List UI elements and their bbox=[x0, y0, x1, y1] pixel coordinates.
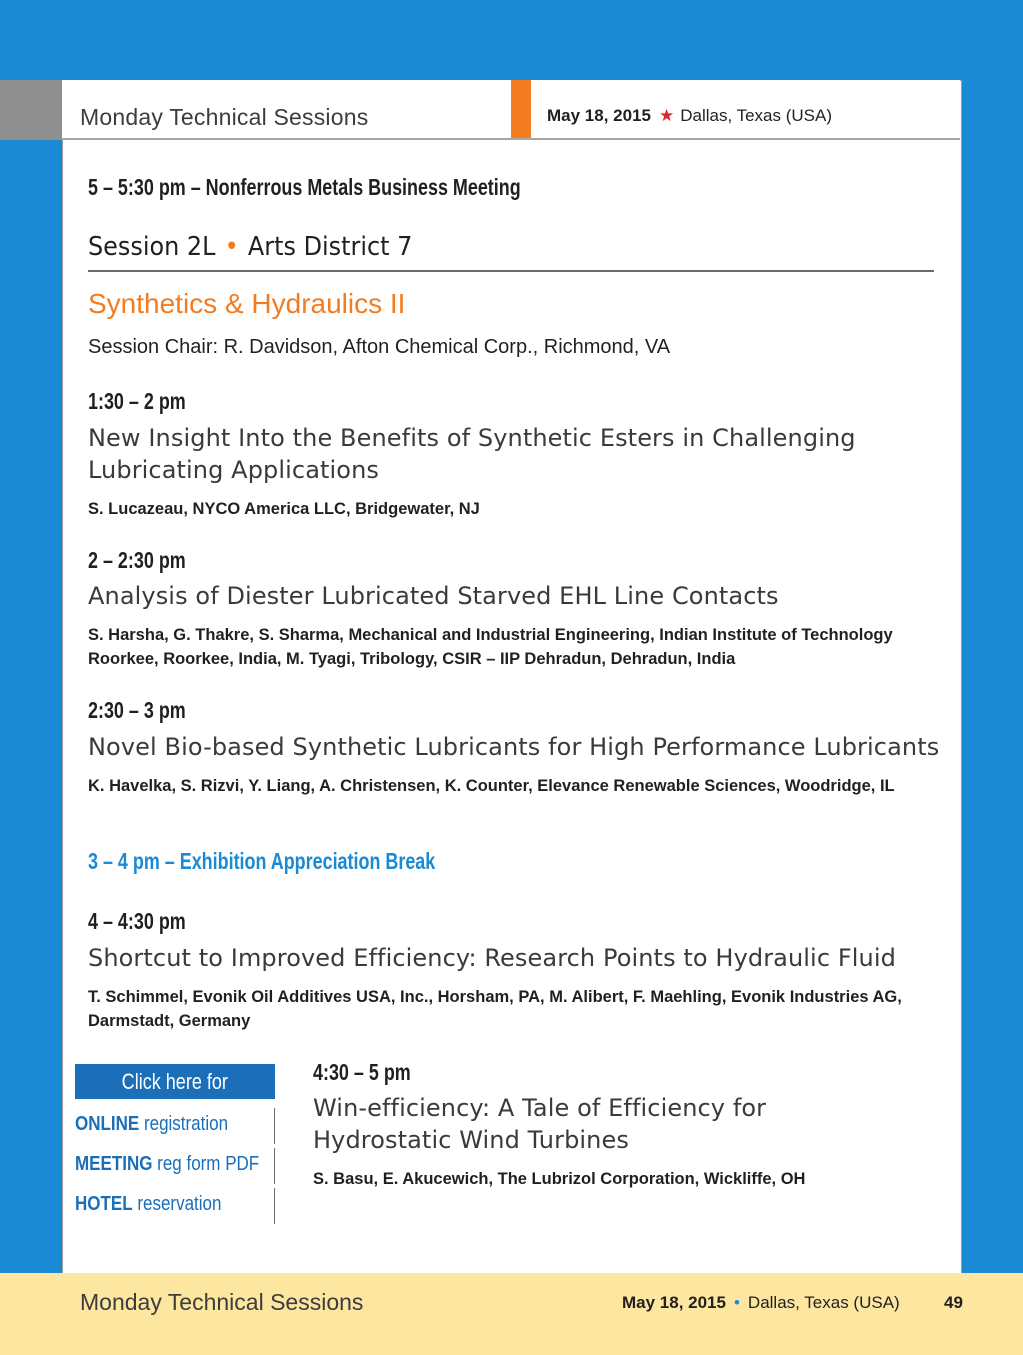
talk-authors: S. Harsha, G. Thakre, S. Sharma, Mechanical and Industrial Engineering, Indian Institute of Technology Roorkee, Roorkee, India, M. Tyagi, Tribology, CSIR – IIP Dehradun, Dehradun, India bbox=[88, 626, 893, 668]
header-date: May 18, 2015 bbox=[547, 106, 651, 125]
talk-authors: S. Basu, E. Akucewich, The Lubrizol Corporation, Wickliffe, OH bbox=[313, 1170, 806, 1188]
session-title: Synthetics & Hydraulics II bbox=[88, 288, 406, 319]
hotel-reservation-link[interactable]: HOTEL reservation bbox=[75, 1193, 222, 1215]
session-code: Session 2L bbox=[88, 232, 216, 262]
talk-authors: S. Lucazeau, NYCO America LLC, Bridgewater, NJ bbox=[88, 500, 480, 518]
talk-time: 4:30 – 5 pm bbox=[313, 1059, 411, 1085]
talk-title: Win-efficiency: A Tale of Efficiency for Hydrostatic Wind Turbines bbox=[313, 1094, 767, 1154]
footer-separator: • bbox=[733, 1293, 740, 1312]
link-connector bbox=[0, 1106, 62, 1109]
star-icon: ★ bbox=[658, 106, 675, 125]
header-date-location bbox=[547, 106, 832, 126]
talk-authors: K. Havelka, S. Rizvi, Y. Liang, A. Christensen, K. Counter, Elevance Renewable Sciences, Woodridge, IL bbox=[88, 777, 895, 795]
footer-date-location bbox=[622, 1293, 900, 1313]
footer-date: May 18, 2015 bbox=[622, 1293, 726, 1312]
talk-time: 2:30 – 3 pm bbox=[88, 697, 186, 723]
session-heading bbox=[88, 232, 934, 272]
talk-time: 4 – 4:30 pm bbox=[88, 908, 186, 934]
session-chair: Session Chair: R. Davidson, Afton Chemical Corp., Richmond, VA bbox=[88, 336, 671, 358]
talk-title: New Insight Into the Benefits of Synthetic Esters in Challenging Lubricating Applications bbox=[88, 424, 856, 484]
side-tab bbox=[0, 80, 62, 140]
link-divider bbox=[274, 1148, 275, 1184]
session-room: Arts District 7 bbox=[247, 232, 413, 262]
header-location: Dallas, Texas (USA) bbox=[680, 106, 833, 125]
click-here-banner: Click here for bbox=[75, 1064, 275, 1099]
link-divider bbox=[274, 1188, 275, 1224]
footer-location: Dallas, Texas (USA) bbox=[747, 1293, 900, 1312]
link-divider bbox=[274, 1108, 275, 1144]
page-number: 49 bbox=[944, 1293, 963, 1312]
talk-time: 2 – 2:30 pm bbox=[88, 547, 186, 573]
exhibition-break: 3 – 4 pm – Exhibition Appreciation Break bbox=[88, 848, 436, 874]
link-connector bbox=[0, 1146, 62, 1149]
meeting-reg-form-link[interactable]: MEETING reg form PDF bbox=[75, 1153, 260, 1175]
business-meeting: 5 – 5:30 pm – Nonferrous Metals Business Meeting bbox=[88, 174, 521, 200]
footer-title: Monday Technical Sessions bbox=[80, 1289, 364, 1315]
header-accent-tab bbox=[511, 80, 531, 138]
talk-time: 1:30 – 2 pm bbox=[88, 388, 186, 414]
talk-title: Analysis of Diester Lubricated Starved EHL Line Contacts bbox=[88, 582, 779, 610]
link-connector bbox=[0, 1186, 62, 1189]
session-separator: • bbox=[224, 232, 239, 262]
talk-title: Novel Bio-based Synthetic Lubricants for High Performance Lubricants bbox=[88, 733, 940, 761]
page-header bbox=[62, 80, 960, 140]
page-footer bbox=[0, 1273, 1023, 1355]
online-registration-link[interactable]: ONLINE registration bbox=[75, 1113, 229, 1135]
talk-authors: T. Schimmel, Evonik Oil Additives USA, Inc., Horsham, PA, M. Alibert, F. Maehling, Evonik Industries AG, Darmstadt, Germany bbox=[88, 988, 902, 1030]
talk-title: Shortcut to Improved Efficiency: Research Points to Hydraulic Fluid bbox=[88, 944, 896, 972]
header-title: Monday Technical Sessions bbox=[80, 104, 369, 130]
